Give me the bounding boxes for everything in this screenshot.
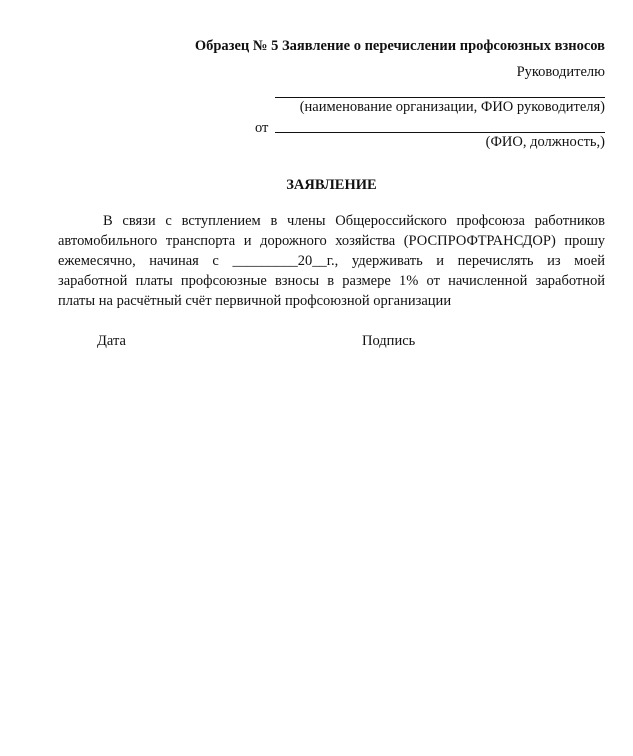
- body-line: автомобильного транспорта и дорожного хозяйства (РОСПРОФТРАНСДОР) прошу: [58, 233, 605, 249]
- from-caption: (ФИО, должность,): [485, 134, 605, 150]
- from-label: от: [255, 120, 269, 136]
- sample-title: Образец № 5 Заявление о перечислении профсоюзных взносов: [194, 38, 605, 54]
- date-label: Дата: [97, 333, 126, 349]
- body-line: ежемесячно, начиная с _________20__г., удерживать и перечислять из моей: [58, 253, 605, 269]
- addressee-caption: (наименование организации, ФИО руководителя): [299, 99, 605, 115]
- body-line: платы на расчётный счёт первичной профсоюзной организации: [58, 293, 452, 309]
- addressee: Руководителю: [516, 64, 605, 80]
- addressee-line[interactable]: [275, 97, 605, 98]
- body-line: В связи с вступлением в члены Общероссийского профсоюза работников: [103, 213, 605, 229]
- body-paragraph: [58, 211, 605, 311]
- body-line: заработной платы профсоюзные взносы в размере 1% от начисленной заработной: [58, 273, 605, 289]
- from-line[interactable]: [275, 132, 605, 133]
- document-heading: ЗАЯВЛЕНИЕ: [286, 177, 377, 193]
- signature-label: Подпись: [362, 333, 416, 349]
